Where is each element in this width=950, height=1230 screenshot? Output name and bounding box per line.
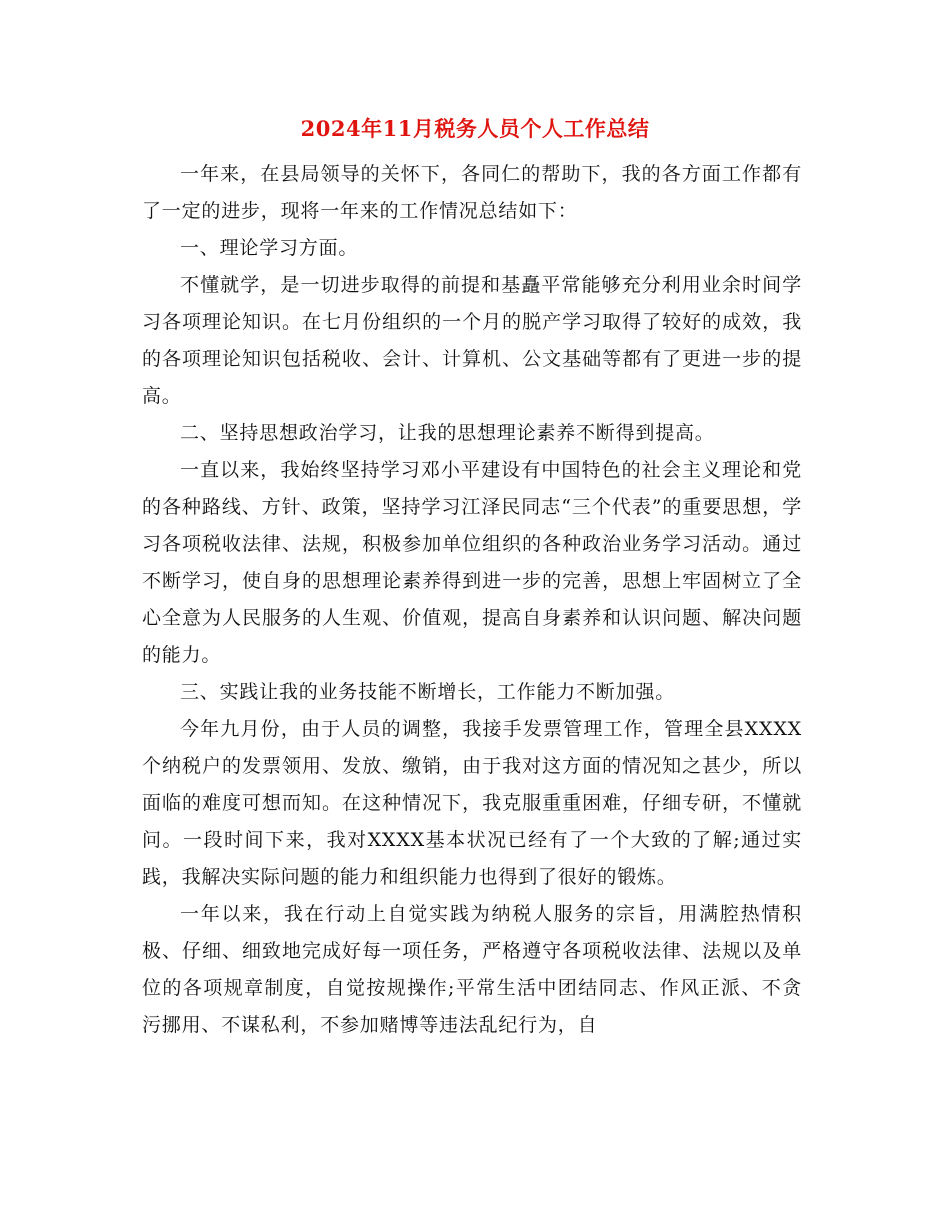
section-heading-theory-study: 一、理论学习方面。 [180,237,359,259]
paragraph-conduct: 一年以来，我在行动上自觉实践为纳税人服务的宗旨，用满腔热情积极、仔细、细致地完成好每一项任务，严格遵守各项税收法律、法规以及单位的各项规章制度，自觉按规操作;平常生活中团结同志、作风正派、不贪污挪用、不谋私利，不参加赌博等违法乱纪行为，自 [142,903,802,1036]
paragraph-political-study: 一直以来，我始终坚持学习邓小平建设有中国特色的社会主义理论和党的各种路线、方针、政策，坚持学习江泽民同志“三个代表”的重要思想，学习各项税收法律、法规，积极参加单位组织的各种政治业务学习活动。通过不断学习，使自身的思想理论素养得到进一步的完善，思想上牢固树立了全心全意为人民服务的人生观、价值观，提高自身素养和认识问题、解决问题的能力。 [142,459,802,666]
paragraph-practice: 今年九月份，由于人员的调整，我接手发票管理工作，管理全县XXXX个纳税户的发票领用、发放、缴销，由于我对这方面的情况知之甚少，所以面临的难度可想而知。在这种情况下，我克服重重困难，仔细专研，不懂就问。一段时间下来，我对XXXX基本状况已经有了一个大致的了解;通过实践，我解决实际问题的能力和组织能力也得到了很好的锻炼。 [142,718,802,888]
paragraph-intro: 一年来，在县局领导的关怀下，各同仁的帮助下，我的各方面工作都有了一定的进步，现将一年来的工作情况总结如下： [142,163,802,222]
paragraph-theory-study: 不懂就学，是一切进步取得的前提和基矗平常能够充分利用业余时间学习各项理论知识。在七月份组织的一个月的脱产学习取得了较好的成效，我的各项理论知识包括税收、会计、计算机、公文基础等都有了更进一步的提高。 [142,274,802,407]
document-title: 2024年11月税务人员个人工作总结 [300,116,650,141]
section-heading-practice: 三、实践让我的业务技能不断增长，工作能力不断加强。 [180,681,676,703]
document-body [142,156,802,1044]
section-heading-political-study: 二、坚持思想政治学习，让我的思想理论素养不断得到提高。 [180,422,715,444]
